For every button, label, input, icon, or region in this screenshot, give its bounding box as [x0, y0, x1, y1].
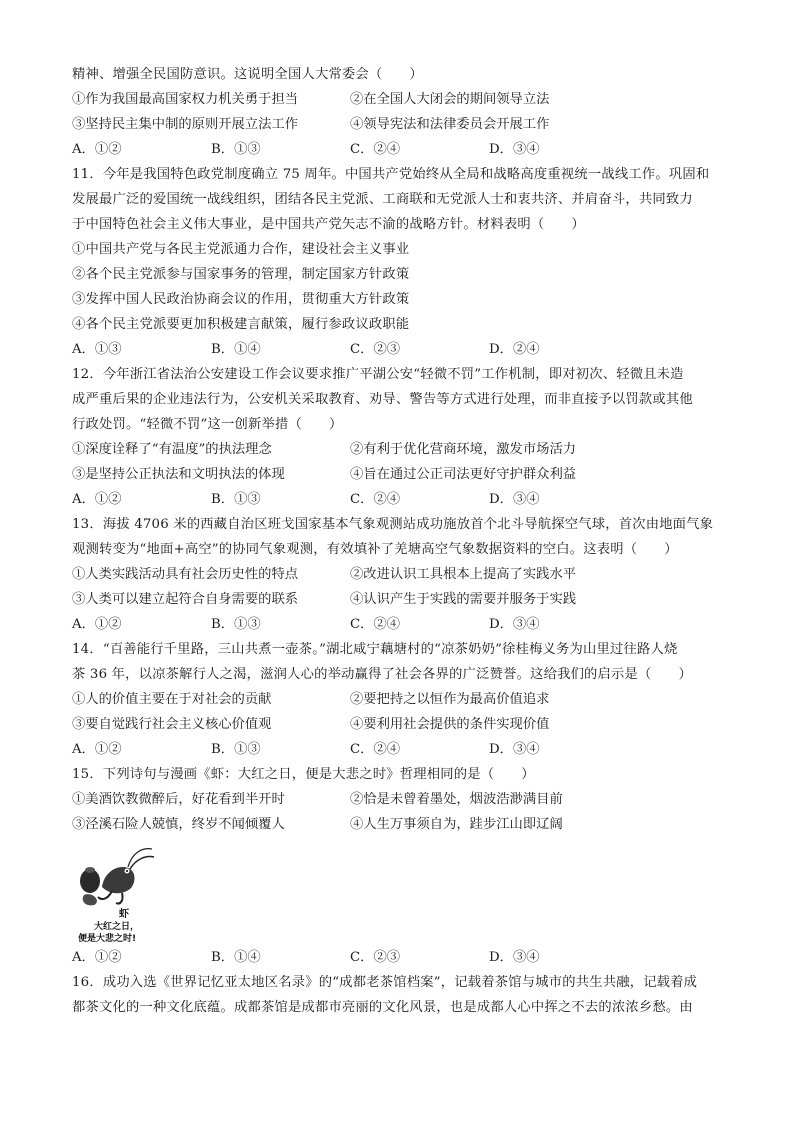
statement-2: ②要把持之以恒作为最高价值追求 — [350, 692, 550, 707]
option-a: A．①② — [72, 617, 122, 632]
option-c: C．②④ — [350, 742, 401, 757]
statement-4: ④认识产生于实践的需要并服务于实践 — [350, 592, 577, 607]
question-11-text: 11．今年是我国特色政党制度确立 75 周年。中国共产党始终从全局和战略高度重视统一战线工作。巩固和 — [72, 167, 710, 182]
statement-3: ③人类可以建立起符合自身需要的联系 — [72, 592, 299, 607]
statement-3: ③坚持民主集中制的原则开展立法工作 — [72, 117, 299, 132]
question-14-text: 14．“百善能行千里路，三山共煮一壶茶。”湖北咸宁藕塘村的“凉茶奶奶”徐桂梅义务为山里过往路人烧 — [72, 642, 678, 657]
statement-2: ②在全国人大闭会的期间领导立法 — [350, 92, 550, 107]
question-16-text: 16．成功入选《世界记忆亚太地区名录》的“成都老茶馆档案”，记载着茶馆与城市的共生共融，记载着成 — [72, 975, 698, 990]
shrimp-claw — [98, 891, 112, 899]
shrimp-antenna — [130, 857, 154, 870]
option-a: A．①③ — [72, 342, 122, 357]
option-d: D．③④ — [489, 950, 540, 965]
option-b: B．①③ — [211, 492, 261, 507]
option-a: A．①② — [72, 950, 122, 965]
statement-row — [72, 812, 722, 837]
question-13-text: 13．海拔 4706 米的西藏自治区班戈国家基本气象观测站成功施放首个北斗导航探空气球，首次由地面气象 — [72, 517, 714, 532]
answer-options — [72, 487, 722, 512]
question-12-text: 成严重后果的企业违法行为，公安机关采取教育、劝导、警告等方式进行处理，而非直接予以罚款或其他 — [72, 392, 693, 407]
statement-2: ②有利于优化营商环境，激发市场活力 — [350, 442, 577, 457]
cartoon-caption-line-1: 大红之日， — [94, 922, 140, 932]
statement-1: ①作为我国最高国家权力机关勇于担当 — [72, 92, 299, 107]
statement-row — [72, 787, 722, 812]
statement-row — [72, 562, 722, 587]
statement-4: ④领导宪法和法律委员会开展工作 — [350, 117, 550, 132]
option-a: A．①② — [72, 492, 122, 507]
question-16-text: 都茶文化的一种文化底蕴。成都茶馆是成都市亮丽的文化风景，也是成都人心中挥之不去的浓浓乡愁。由 — [72, 1000, 693, 1015]
statement-2: ②改进认识工具根本上提高了实践水平 — [350, 567, 577, 582]
question-text: 精神、增强全民国防意识。这说明全国人大常委会（ ） — [72, 67, 423, 82]
cartoon-title: 虾 — [119, 909, 129, 920]
shrimp-cartoon — [72, 837, 722, 945]
option-d: D．③④ — [489, 617, 540, 632]
wine-jar-lid — [85, 867, 95, 873]
statement-row — [72, 712, 722, 737]
shrimp-tail — [83, 894, 97, 905]
option-b: B．①③ — [211, 617, 261, 632]
answer-options — [72, 612, 722, 637]
option-a: A．①② — [72, 742, 122, 757]
statement-row — [72, 437, 722, 462]
question-12-text: 行政处罚。“轻微不罚”这一创新举措（ ） — [72, 417, 343, 432]
cartoon-caption-line-2: 便是大悲之时! — [78, 934, 137, 944]
question-14-text: 茶 36 年，以凉茶解行人之渴，滋润人心的举动赢得了社会各界的广泛赞誉。这给我们的启示是（ ） — [72, 667, 693, 682]
option-b: B．①④ — [211, 950, 261, 965]
statement-1: ①美酒饮教微醉后，好花看到半开时 — [72, 792, 285, 807]
answer-options — [72, 137, 722, 162]
exam-page — [72, 62, 722, 1020]
option-b: B．①③ — [211, 142, 261, 157]
statement-3: ③发挥中国人民政治协商会议的作用，贯彻重大方针政策 — [72, 292, 410, 307]
shrimp-antenna — [128, 849, 152, 867]
option-b: B．①③ — [211, 742, 261, 757]
statement-4: ④各个民主党派要更加积极建言献策，履行参政议政职能 — [72, 317, 410, 332]
option-c: C．②③ — [350, 950, 401, 965]
statement-row — [72, 87, 722, 112]
option-d: D．③④ — [489, 142, 540, 157]
statement-4: ④要利用社会提供的条件实现价值 — [350, 717, 550, 732]
option-c: C．②③ — [350, 342, 401, 357]
statement-row — [72, 462, 722, 487]
statement-1: ①人的价值主要在于对社会的贡献 — [72, 692, 272, 707]
statement-1: ①人类实践活动具有社会历史性的特点 — [72, 567, 299, 582]
shrimp-pupil — [126, 870, 128, 872]
statement-1: ①深度诠释了“有温度”的执法理念 — [72, 442, 272, 457]
option-d: D．③④ — [489, 742, 540, 757]
answer-options — [72, 737, 722, 762]
statement-4: ④旨在通过公正司法更好守护群众利益 — [350, 467, 577, 482]
statement-3: ③要自觉践行社会主义核心价值观 — [72, 717, 272, 732]
question-11-text: 发展最广泛的爱国统一战线组织，团结各民主党派、工商联和无党派人士和衷共济、并肩奋斗，共同致力 — [72, 192, 693, 207]
answer-options — [72, 945, 722, 970]
shrimp-body — [102, 867, 135, 893]
statement-2: ②恰是未曾着墨处，烟波浩渺满目前 — [350, 792, 563, 807]
option-b: B．①④ — [211, 342, 261, 357]
option-d: D．②④ — [489, 342, 540, 357]
statement-3: ③是坚持公正执法和文明执法的体现 — [72, 467, 285, 482]
option-d: D．③④ — [489, 492, 540, 507]
shrimp-cartoon-image — [72, 841, 182, 945]
statement-row — [72, 587, 722, 612]
statement-1: ①中国共产党与各民主党派通力合作，建设社会主义事业 — [72, 242, 410, 257]
option-c: C．②④ — [350, 142, 401, 157]
statement-row — [72, 112, 722, 137]
option-a: A．①② — [72, 142, 122, 157]
shrimp-claw — [116, 893, 123, 904]
statement-3: ③泾溪石险人兢慎，终岁不闻倾覆人 — [72, 817, 285, 832]
statement-row — [72, 687, 722, 712]
question-11-text: 于中国特色社会主义伟大事业，是中国共产党矢志不渝的战略方针。材料表明（ ） — [72, 217, 585, 232]
statement-2: ②各个民主党派参与国家事务的管理，制定国家方针政策 — [72, 267, 410, 282]
question-12-text: 12．今年浙江省法治公安建设工作会议要求推广平湖公安“轻微不罚”工作机制，即对初次、轻微且未造 — [72, 367, 684, 382]
option-c: C．②④ — [350, 492, 401, 507]
statement-4: ④人生万事须自为，跬步江山即辽阔 — [350, 817, 563, 832]
option-c: C．②④ — [350, 617, 401, 632]
question-15-text: 15．下列诗句与漫画《虾：大红之日，便是大悲之时》哲理相同的是（ ） — [72, 767, 535, 782]
answer-options — [72, 337, 722, 362]
question-13-text: 观测转变为“地面+高空”的协同气象观测，有效填补了羌塘高空气象数据资料的空白。这表明（ ） — [72, 542, 678, 557]
